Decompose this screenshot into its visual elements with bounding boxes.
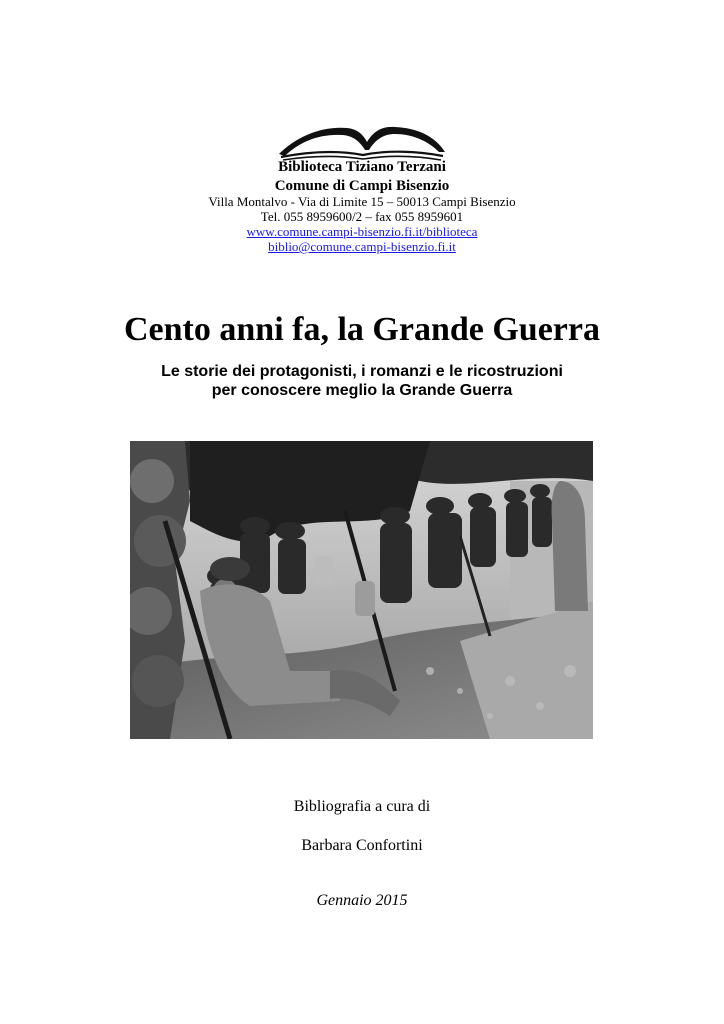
municipality-name: Comune di Campi Bisenzio bbox=[274, 178, 450, 194]
email-link[interactable]: biblio@comune.campi-bisenzio.fi.it bbox=[268, 239, 456, 254]
website-link[interactable]: www.comune.campi-bisenzio.fi.it/biblioteca bbox=[246, 224, 478, 239]
author-name: Barbara Confortini bbox=[301, 837, 423, 854]
library-name: Biblioteca Tiziano Terzani bbox=[278, 159, 446, 175]
bibliography-credit: Bibliografia a cura di bbox=[293, 798, 431, 815]
library-phone-fax: Tel. 055 8959600/2 – fax 055 8959601 bbox=[260, 209, 464, 224]
email-line bbox=[0, 239, 724, 255]
website-line bbox=[0, 224, 724, 240]
document-title: Cento anni fa, la Grande Guerra bbox=[124, 311, 600, 348]
publication-date: Gennaio 2015 bbox=[316, 892, 408, 909]
library-address: Villa Montalvo - Via di Limite 15 – 50013 Campi Bisenzio bbox=[208, 194, 516, 209]
trench-soldiers-photo bbox=[130, 441, 593, 739]
open-book-logo-icon bbox=[277, 122, 447, 162]
subtitle-line-2: per conoscere meglio la Grande Guerra bbox=[211, 382, 513, 399]
subtitle-line-1: Le storie dei protagonisti, i romanzi e le ricostruzioni bbox=[161, 363, 563, 380]
